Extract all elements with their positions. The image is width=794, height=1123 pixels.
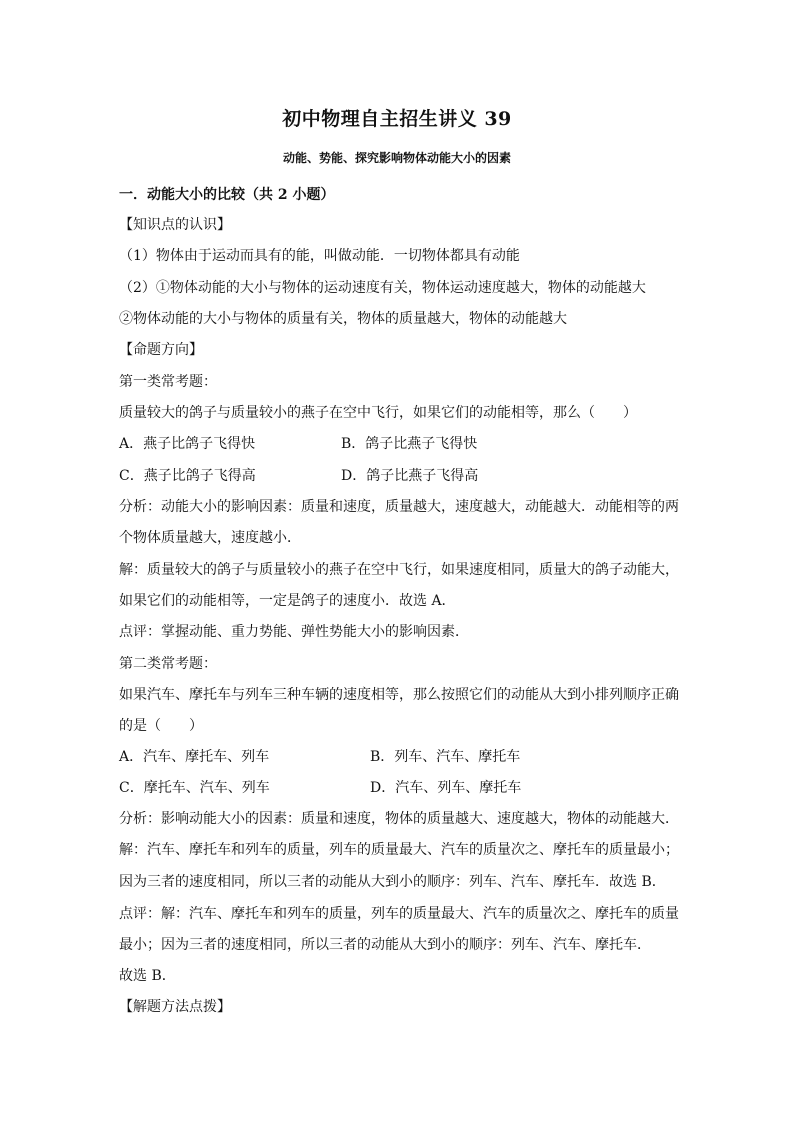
q1-solution-line-2: 如果它们的动能相等，一定是鸽子的速度小．故选 A． [119,593,456,609]
q1-stem: 质量较大的鸽子与质量较小的燕子在空中飞行，如果它们的动能相等，那么（ ） [119,405,637,421]
q1-solution-line-1: 解：质量较大的鸽子与质量较小的燕子在空中飞行，如果速度相同，质量大的鸽子动能大， [119,562,679,578]
q2-option-c: C．摩托车、汽车、列车 [119,780,270,796]
q1-analysis-line-2: 个物体质量越大，速度越小． [119,530,301,546]
q2-stem-line-1: 如果汽车、摩托车与列车三种车辆的速度相等，那么按照它们的动能从大到小排列顺序正确 [119,687,679,703]
method-heading: 【解题方法点拨】 [119,999,231,1015]
q1-comment: 点评：掌握动能、重力势能、弹性势能大小的影响因素． [119,624,469,640]
q2-label: 第二类常考题： [119,656,217,672]
q2-stem-line-2: 的是（ ） [119,718,203,734]
q2-comment-line-1: 点评：解：汽车、摩托车和列车的质量，列车的质量最大、汽车的质量次之、摩托车的质量 [119,906,679,922]
q1-option-c: C．燕子比鸽子飞得高 [119,468,256,484]
direction-heading: 【命题方向】 [119,342,203,358]
section-heading: 一．动能大小的比较（共 2 小题） [119,187,335,203]
q2-comment-line-2: 最小；因为三者的速度相同，所以三者的动能从大到小的顺序：列车、汽车、摩托车． [119,937,651,953]
q1-option-d: D．鸽子比燕子飞得高 [341,468,479,484]
q1-option-b: B．鸽子比燕子飞得快 [341,436,478,452]
q2-option-d: D．汽车、列车、摩托车 [370,780,522,796]
knowledge-point-1: （1）物体由于运动而具有的能，叫做动能．一切物体都具有动能 [119,248,520,264]
q1-option-a: A．燕子比鸽子飞得快 [119,436,256,452]
q1-analysis-line-1: 分析：动能大小的影响因素：质量和速度，质量越大，速度越大，动能越大．动能相等的两 [119,499,679,515]
q2-comment-line-3: 故选 B． [119,968,176,984]
q1-label: 第一类常考题： [119,374,217,390]
q2-solution-line-1: 解：汽车、摩托车和列车的质量，列车的质量最大、汽车的质量次之、摩托车的质量最小； [119,842,679,858]
page-title: 初中物理自主招生讲义 39 [282,108,512,130]
q2-solution-line-2: 因为三者的速度相同，所以三者的动能从大到小的顺序：列车、汽车、摩托车．故选 B． [119,874,666,890]
knowledge-point-2: （2）①物体动能的大小与物体的运动速度有关，物体运动速度越大，物体的动能越大 [119,280,646,296]
page-subtitle: 动能、势能、探究影响物体动能大小的因素 [282,151,511,165]
q2-option-b: B．列车、汽车、摩托车 [370,749,521,765]
q2-analysis: 分析：影响动能大小的因素：质量和速度，物体的质量越大、速度越大，物体的动能越大． [119,811,679,827]
q2-option-a: A．汽车、摩托车、列车 [119,749,270,765]
knowledge-heading: 【知识点的认识】 [119,217,231,233]
knowledge-point-3: ②物体动能的大小与物体的质量有关，物体的质量越大，物体的动能越大 [119,311,567,327]
